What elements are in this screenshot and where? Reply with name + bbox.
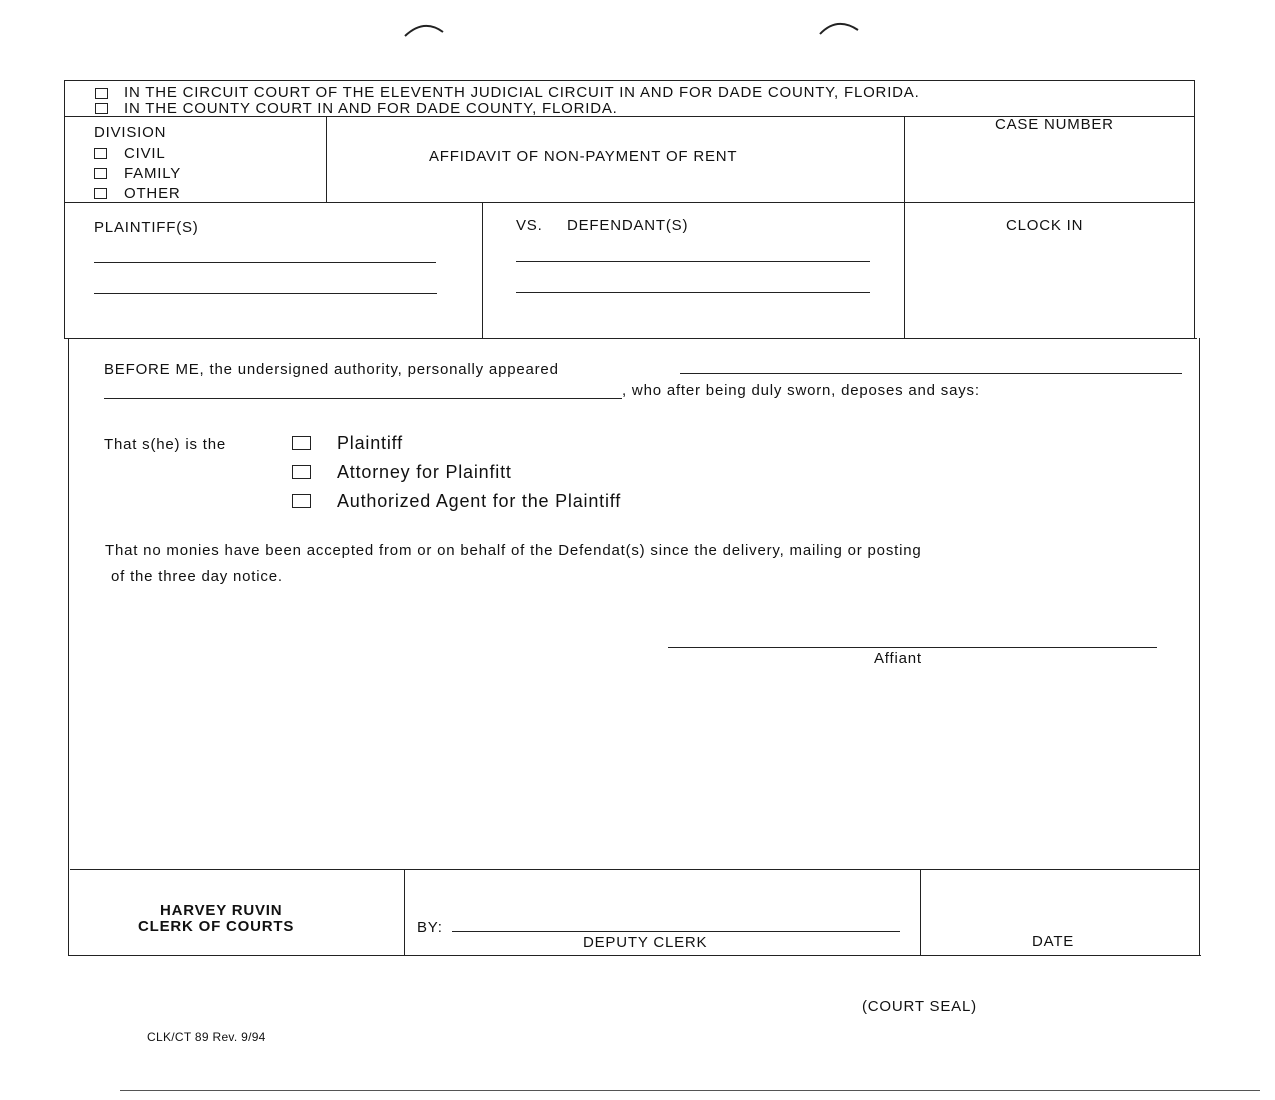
case-number-field[interactable] — [910, 138, 1190, 198]
division-civil-label: CIVIL — [124, 145, 166, 162]
form-code: CLK/CT 89 Rev. 9/94 — [147, 1030, 266, 1044]
affiant-signature-line[interactable] — [668, 647, 1157, 648]
county-court-label: IN THE COUNTY COURT IN AND FOR DADE COUNTY, FLORIDA. — [124, 100, 618, 117]
division-other-label: OTHER — [124, 185, 181, 202]
defendant-line-2[interactable] — [516, 292, 870, 293]
vs-label: VS. — [516, 217, 543, 234]
monies-text-line-2: of the three day notice. — [111, 568, 283, 585]
circuit-court-checkbox[interactable] — [95, 88, 108, 99]
plaintiff-line-2[interactable] — [94, 293, 437, 294]
plaintiff-line-1[interactable] — [94, 262, 436, 263]
defendant-line-1[interactable] — [516, 261, 870, 262]
role-plaintiff-checkbox[interactable] — [292, 436, 311, 450]
clerk-title: CLERK OF COURTS — [138, 918, 295, 935]
court-seal-label: (COURT SEAL) — [862, 998, 977, 1015]
clerk-name: HARVEY RUVIN — [160, 902, 283, 919]
punch-hole-left-icon — [400, 18, 450, 40]
role-attorney-label: Attorney for Plainfitt — [337, 462, 512, 482]
punch-hole-right-icon — [815, 16, 865, 38]
before-me-text: BEFORE ME, the undersigned authority, personally appeared — [104, 361, 559, 378]
circuit-court-label: IN THE CIRCUIT COURT OF THE ELEVENTH JUDICIAL CIRCUIT IN AND FOR DADE COUNTY, FLORIDA. — [124, 84, 920, 101]
role-attorney-checkbox[interactable] — [292, 465, 311, 479]
affiant-name-line-2[interactable] — [104, 398, 622, 399]
case-number-label: CASE NUMBER — [995, 116, 1114, 133]
division-civil-checkbox[interactable] — [94, 148, 107, 159]
clock-in-label: CLOCK IN — [1006, 217, 1084, 234]
division-label: DIVISION — [94, 124, 167, 141]
by-label: BY: — [417, 919, 443, 936]
monies-text-line-1: That no monies have been accepted from or on behalf of the Defendat(s) since the delivery, mailing or posting — [105, 542, 922, 559]
date-label: DATE — [1032, 933, 1075, 950]
deputy-clerk-label: DEPUTY CLERK — [583, 934, 708, 951]
that-she-text: That s(he) is the — [104, 436, 226, 453]
sworn-text: , who after being duly sworn, deposes and says: — [622, 382, 980, 399]
division-other-checkbox[interactable] — [94, 188, 107, 199]
affiant-name-line-1[interactable] — [680, 373, 1182, 374]
form-title: AFFIDAVIT OF NON-PAYMENT OF RENT — [429, 148, 738, 165]
affiant-label: Affiant — [874, 650, 922, 667]
defendants-label: DEFENDANT(S) — [567, 217, 689, 234]
plaintiffs-label: PLAINTIFF(S) — [94, 219, 199, 236]
division-family-label: FAMILY — [124, 165, 182, 182]
division-family-checkbox[interactable] — [94, 168, 107, 179]
scan-edge-line — [120, 1090, 1260, 1091]
county-court-checkbox[interactable] — [95, 103, 108, 114]
role-agent-label: Authorized Agent for the Plaintiff — [337, 491, 622, 511]
deputy-signature-line[interactable] — [452, 931, 900, 932]
role-plaintiff-label: Plaintiff — [337, 433, 403, 453]
role-agent-checkbox[interactable] — [292, 494, 311, 508]
